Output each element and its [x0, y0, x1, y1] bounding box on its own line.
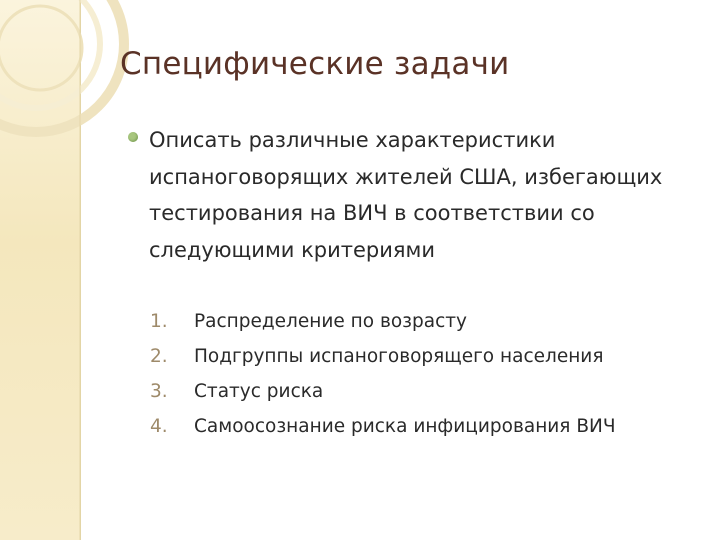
deco-circle-outer [0, 0, 124, 132]
criteria-label: Статус риска [194, 381, 324, 402]
criteria-number: 1. [150, 311, 168, 332]
criteria-label: Подгруппы испаноговорящего населения [194, 346, 604, 367]
deco-circle-inner [0, 0, 100, 108]
bullet-dot-icon [128, 132, 138, 142]
criteria-number: 4. [150, 416, 168, 437]
criteria-number: 3. [150, 381, 168, 402]
criteria-label: Распределение по возрасту [194, 311, 467, 332]
criteria-label: Самоосознание риска инфицирования ВИЧ [194, 416, 616, 437]
criteria-number: 2. [150, 346, 168, 367]
slide-title: Специфические задачи [120, 46, 510, 82]
deco-circle-small [0, 6, 82, 90]
main-bullet-text: Описать различные характеристики испаноговорящих жителей США, избегающих тестирования на ВИЧ в соответствии со следующими критериями [149, 128, 663, 262]
